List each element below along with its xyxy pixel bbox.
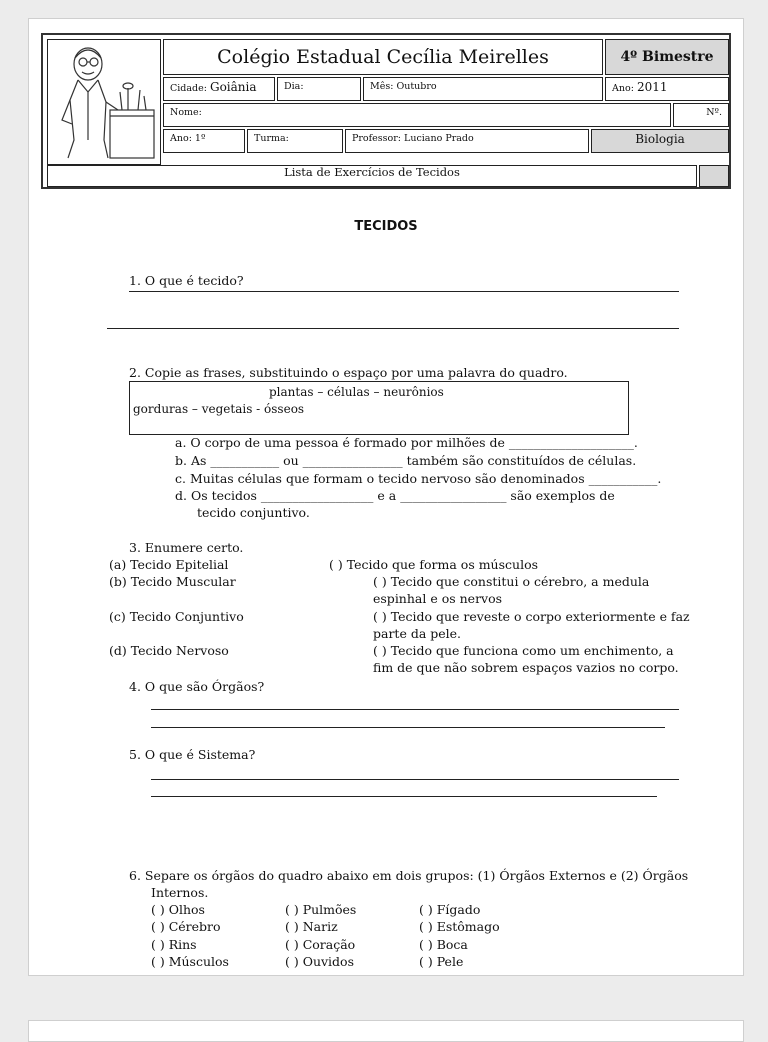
question-2: 2. Copie as frases, substituindo o espaço por uma palavra do quadro.: [129, 365, 568, 380]
header-frame: [41, 33, 731, 189]
cidade-label: Cidade:: [170, 83, 207, 94]
organ-item: ( ) Fígado: [419, 902, 481, 917]
nome-field: Nome:: [163, 103, 671, 127]
disciplina-field: Biologia: [591, 129, 729, 153]
answer-line: [151, 779, 679, 780]
tissue-desc-2: ( ) Tecido que constitui o cérebro, a medula: [373, 574, 650, 589]
bimestre-label: 4º Bimestre: [605, 39, 729, 75]
question-1: 1. O que é tecido?: [129, 273, 244, 288]
question-2-item-a: a. O corpo de uma pessoa é formado por milhões de ____________________.: [175, 435, 638, 450]
numero-field: Nº.: [673, 103, 729, 127]
dia-field: Dia:: [277, 77, 361, 101]
lista-title: Lista de Exercícios de Tecidos: [47, 165, 697, 187]
organ-item: ( ) Músculos: [151, 954, 229, 969]
teacher-illustration-icon: [48, 40, 160, 164]
tissue-desc-4: ( ) Tecido que funciona como um enchimento, a: [373, 643, 674, 658]
organ-item: ( ) Cérebro: [151, 919, 221, 934]
tissue-option-d: (d) Tecido Nervoso: [109, 643, 229, 658]
tissue-option-b: (b) Tecido Muscular: [109, 574, 236, 589]
organ-item: ( ) Olhos: [151, 902, 205, 917]
organ-item: ( ) Pele: [419, 954, 464, 969]
mes-field: Mês: Outubro: [363, 77, 603, 101]
tissue-desc-3: ( ) Tecido que reveste o corpo exteriormente e faz: [373, 609, 690, 624]
answer-line: [151, 727, 665, 728]
question-2-item-b: b. As ___________ ou ________________ também são constituídos de células.: [175, 453, 637, 468]
ano-label: Ano:: [612, 83, 634, 94]
cidade-field: [163, 77, 275, 101]
tissue-desc-2-cont: espinhal e os nervos: [373, 591, 503, 606]
ano-field: [605, 77, 729, 101]
answer-line: [151, 709, 679, 710]
word-box-line-2: gorduras – vegetais - ósseos: [133, 402, 305, 416]
page-title: TECIDOS: [354, 219, 418, 234]
question-6-cont: Internos.: [151, 885, 209, 900]
question-2-item-d-cont: tecido conjuntivo.: [197, 505, 310, 520]
question-2-item-d: d. Os tecidos __________________ e a _________________ são exemplos de: [175, 488, 615, 503]
question-4: 4. O que são Órgãos?: [129, 679, 265, 694]
word-box-line-1: plantas – células – neurônios: [269, 385, 444, 399]
serie-field: Ano: 1º: [163, 129, 245, 153]
question-5: 5. O que é Sistema?: [129, 747, 256, 762]
tissue-desc-4-cont: fim de que não sobrem espaços vazios no corpo.: [373, 660, 679, 675]
tissue-option-a: (a) Tecido Epitelial: [109, 557, 229, 572]
organ-item: ( ) Nariz: [285, 919, 338, 934]
organ-item: ( ) Ouvidos: [285, 954, 355, 969]
question-2-item-c: c. Muitas células que formam o tecido nervoso são denominados ___________.: [175, 471, 662, 486]
question-6: 6. Separe os órgãos do quadro abaixo em dois grupos: (1) Órgãos Externos e (2) Órgãos: [129, 868, 689, 883]
organ-item: ( ) Coração: [285, 937, 356, 952]
tissue-option-c: (c) Tecido Conjuntivo: [109, 609, 244, 624]
organ-item: ( ) Rins: [151, 937, 197, 952]
worksheet-page: [28, 18, 744, 976]
turma-field: Turma:: [247, 129, 343, 153]
organ-item: ( ) Estômago: [419, 919, 500, 934]
professor-field: Professor: Luciano Prado: [345, 129, 589, 153]
organ-item: ( ) Boca: [419, 937, 468, 952]
organ-item: ( ) Pulmões: [285, 902, 357, 917]
answer-line: [151, 796, 657, 797]
answer-line: [107, 328, 679, 329]
ano-value: 2011: [636, 80, 668, 94]
tissue-desc-1: ( ) Tecido que forma os músculos: [329, 557, 539, 572]
teacher-logo: [47, 39, 161, 165]
answer-line: [129, 291, 679, 292]
tissue-desc-3-cont: parte da pele.: [373, 626, 462, 641]
question-3: 3. Enumere certo.: [129, 540, 244, 555]
next-page-edge: [28, 1020, 744, 1042]
cidade-value: Goiânia: [210, 80, 257, 94]
lista-side-box: [699, 165, 729, 187]
school-name: Colégio Estadual Cecília Meirelles: [163, 39, 603, 75]
